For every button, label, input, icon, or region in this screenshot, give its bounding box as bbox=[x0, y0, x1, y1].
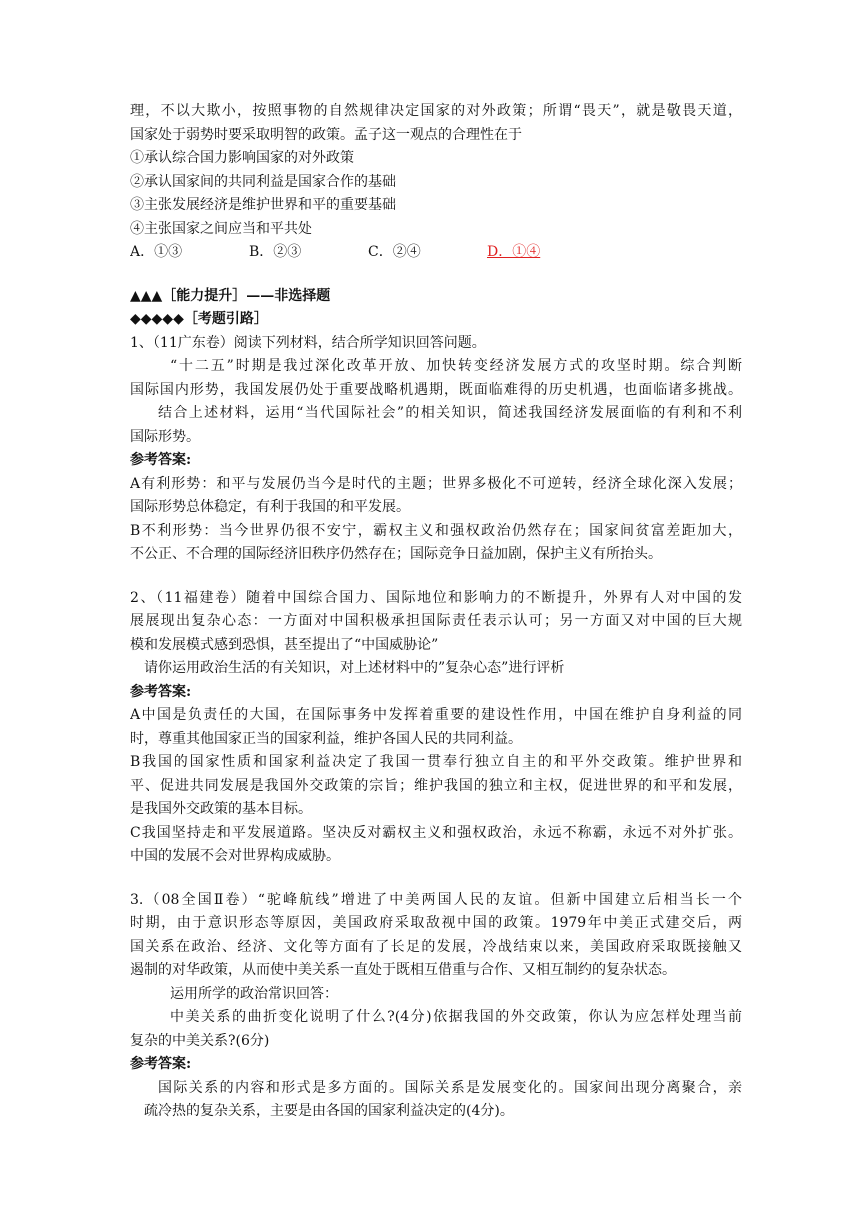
q1-question: 结合上述材料，运用“当代国际社会”的相关知识，简述我国经济发展面临的有利和不利 bbox=[158, 405, 742, 421]
question-text: 国家处于弱势时要采取明智的政策。孟子这一观点的合理性在于 bbox=[130, 126, 522, 143]
q2-stem: 模和发展模式感到恐惧，甚至提出了“中国威胁论” bbox=[130, 636, 439, 653]
spacer bbox=[130, 869, 742, 889]
section-title: ▲▲▲［能力提升］——非选择题 bbox=[130, 287, 331, 304]
q3-question: 中美关系的曲折变化说明了什么?(4分)依据我国的外交政策，你认为应怎样处理当前 bbox=[170, 1009, 742, 1025]
option-d-correct: D．①④ bbox=[487, 244, 541, 260]
answer-options bbox=[130, 241, 742, 265]
question-text: 理，不以大欺小，按照事物的自然规律决定国家的对外政策；所谓“畏天”，就是敬畏天道， bbox=[130, 103, 742, 119]
q1-answer: 不公正、不合理的国际经济旧秩序仍然存在；国际竞争日益加剧，保护主义有所抬头。 bbox=[130, 546, 662, 562]
q2-answer: 中国的发展不会对世界构成威胁。 bbox=[130, 848, 340, 864]
option-a: A．①③ bbox=[130, 244, 183, 260]
q3-stem: 时期，由于意识形态等原因，美国政府采取敌视中国的政策。1979年中美正式建交后，两 bbox=[130, 915, 742, 931]
q1-material: “十二五”时期是我过深化改革开放、加快转变经济发展方式的攻坚时期。综合判断 bbox=[170, 358, 742, 374]
answer-label: 参考答案: bbox=[130, 452, 192, 468]
choice-item: ①承认综合国力影响国家的对外政策 bbox=[130, 150, 354, 166]
q3-stem: 国关系在政治、经济、文化等方面有了长足的发展，冷战结束以来，美国政府采取既接触又 bbox=[130, 938, 742, 955]
option-c: C．②④ bbox=[368, 244, 421, 260]
q3-question: 复杂的中美关系?(6分) bbox=[130, 1032, 270, 1049]
q2-answer: B我国的国家性质和国家利益决定了我国一贯奉行独立自主的和平外交政策。维护世界和 bbox=[130, 754, 742, 770]
spacer bbox=[130, 567, 742, 587]
document-page bbox=[130, 100, 742, 1124]
q2-question: 请你运用政治生活的有关知识，对上述材料中的”复杂心态”进行评析 bbox=[144, 660, 565, 676]
answer-label: 参考答案: bbox=[130, 1056, 192, 1072]
answer-label: 参考答案: bbox=[130, 683, 192, 700]
q1-material: 国际国内形势，我国发展仍处于重要战略机遇期，既面临难得的历史机遇，也面临诸多挑战。 bbox=[130, 381, 742, 398]
q2-answer: C我国坚持走和平发展道路。坚决反对霸权主义和强权政治，永远不称霸，永远不对外扩张。 bbox=[130, 824, 742, 841]
q2-answer: A中国是负责任的大国，在国际事务中发挥着重要的建设性作用，中国在维护自身利益的同 bbox=[130, 707, 742, 723]
section-subtitle: ◆◆◆◆◆［考题引路］ bbox=[130, 311, 268, 327]
q3-stem: 3.（08全国Ⅱ卷）“驼峰航线”增进了中美两国人民的友谊。但新中国建立后相当长一个 bbox=[130, 891, 742, 908]
q2-stem: 展展现出复杂心态：一方面对中国积极承担国际责任表示认可；另一方面又对中国的巨大规 bbox=[130, 613, 742, 629]
q1-stem: 1、（11广东卷）阅读下列材料，结合所学知识回答问题。 bbox=[130, 334, 486, 351]
q1-answer: B不利形势：当今世界仍很不安宁，霸权主义和强权政治仍然存在；国家间贫富差距加大， bbox=[130, 522, 742, 539]
choice-item: ②承认国家间的共同利益是国家合作的基础 bbox=[130, 173, 396, 190]
choice-item: ③主张发展经济是维护世界和平的重要基础 bbox=[130, 197, 396, 213]
option-b: B．②③ bbox=[249, 244, 302, 260]
q3-answer: 疏冷热的复杂关系，主要是由各国的国家利益决定的(4分)。 bbox=[144, 1103, 514, 1119]
q1-answer: A有利形势：和平与发展仍当今是时代的主题；世界多极化不可逆转，经济全球化深入发展； bbox=[130, 475, 742, 492]
q2-answer: 时，尊重其他国家正当的国家利益，维护各国人民的共同利益。 bbox=[130, 730, 522, 747]
q3-stem: 遏制的对华政策，从而使中美关系一直处于既相互借重与合作、又相互制约的复杂状态。 bbox=[130, 962, 676, 978]
q1-question: 国际形势。 bbox=[130, 428, 200, 445]
q2-answer: 是我国外交政策的基本目标。 bbox=[130, 801, 312, 817]
choice-item: ④主张国家之间应当和平共处 bbox=[130, 220, 312, 237]
spacer bbox=[130, 265, 742, 285]
q3-answer: 国际关系的内容和形式是多方面的。国际关系是发展变化的。国家间出现分离聚合，亲 bbox=[158, 1079, 742, 1096]
q3-prompt: 运用所学的政治常识回答： bbox=[170, 985, 338, 1002]
q2-answer: 平、促进共同发展是我国外交政策的宗旨；维护我国的独立和主权，促进世界的和平和发展， bbox=[130, 777, 742, 794]
q1-answer: 国际形势总体稳定，有利于我国的和平发展。 bbox=[130, 499, 410, 515]
q2-stem: 2、（11福建卷）随着中国综合国力、国际地位和影响力的不断提升，外界有人对中国的发 bbox=[130, 589, 742, 606]
